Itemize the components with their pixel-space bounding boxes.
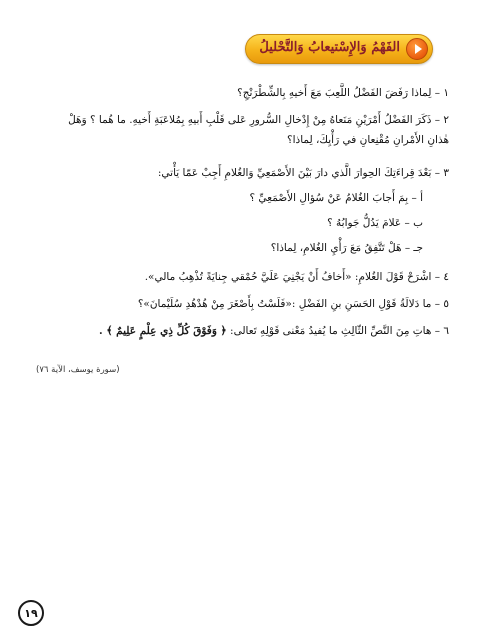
question-3c: جـ – هَلْ تَتَّفِقُ مَعَ رَأْيِ الغُلامِ، لِماذا؟ bbox=[270, 242, 423, 254]
question-6 bbox=[99, 324, 449, 338]
question-5: ٥ – ما دَلالَةُ قَوْلِ الحَسَنِ بنِ الفَضْلِ :«فَلَسْتُ بِأَصْغَرَ مِنْ هُدْهُدِ سُلَيْمانَ»؟ bbox=[137, 298, 449, 310]
question-2-continuation: هٰذانِ الأَمْرانِ مُقْنِعانِ في رَأْيِكَ، لِماذا؟ bbox=[287, 134, 449, 146]
verse-source: (سورة يوسف، الآية ٧٦) bbox=[36, 365, 120, 375]
quran-verse: ﴿ وَفَوْقَ كُلِّ ذِي عِلْمٍ عَلِيمٌ ﴾ . bbox=[99, 325, 227, 337]
question-2: ٢ – ذَكَرَ الفَضْلُ أَمْرَيْنِ مَنَعاهُ مِنْ إِدْخالِ السُّرورِ عَلى قَلْبِ أَبيهِ بِمُلاعَبَةِ أَخيهِ. ما هُما ؟ وَهَلْ bbox=[68, 114, 449, 126]
question-3b: ب – عَلامَ يَدُلُّ جَوابُهُ ؟ bbox=[327, 217, 423, 229]
section-header bbox=[245, 34, 433, 64]
question-3: ٣ – بَعْدَ قِراءَتِكَ الحِوارَ الَّذي دارَ بَيْنَ الأَصْمَعِيِّ وَالغُلامِ أَجِبْ عَمّا يَأْتي: bbox=[157, 167, 449, 179]
question-6-text: ٦ – هاتِ مِنَ النَّصِّ الثّالِثِ ما يُفيدُ مَعْنى قَوْلِهِ تَعالى: bbox=[230, 325, 449, 337]
page-number: ١٩ bbox=[24, 606, 38, 620]
question-3a: أ – بِمَ أَجابَ الغُلامُ عَنْ سُؤالِ الأَصْمَعِيِّ ؟ bbox=[249, 192, 423, 204]
play-icon bbox=[406, 38, 428, 60]
section-title: الفَهْمُ وَالإِسْتيعابُ وَالتَّحْليلُ bbox=[259, 40, 400, 55]
page-number-badge bbox=[18, 600, 44, 626]
question-1: ١ – لِماذا رَفَضَ الفَضْلُ اللَّعِبَ مَعَ أَخيهِ بِالشِّطْرَنْجِ؟ bbox=[237, 87, 449, 99]
question-4: ٤ – اشْرَحْ قَوْلَ الغُلامِ: «أَخافُ أَنْ يَجْنِيَ عَلَيَّ حُمْقي جِنايَةً تُذْهِبُ مالي». bbox=[144, 271, 449, 283]
